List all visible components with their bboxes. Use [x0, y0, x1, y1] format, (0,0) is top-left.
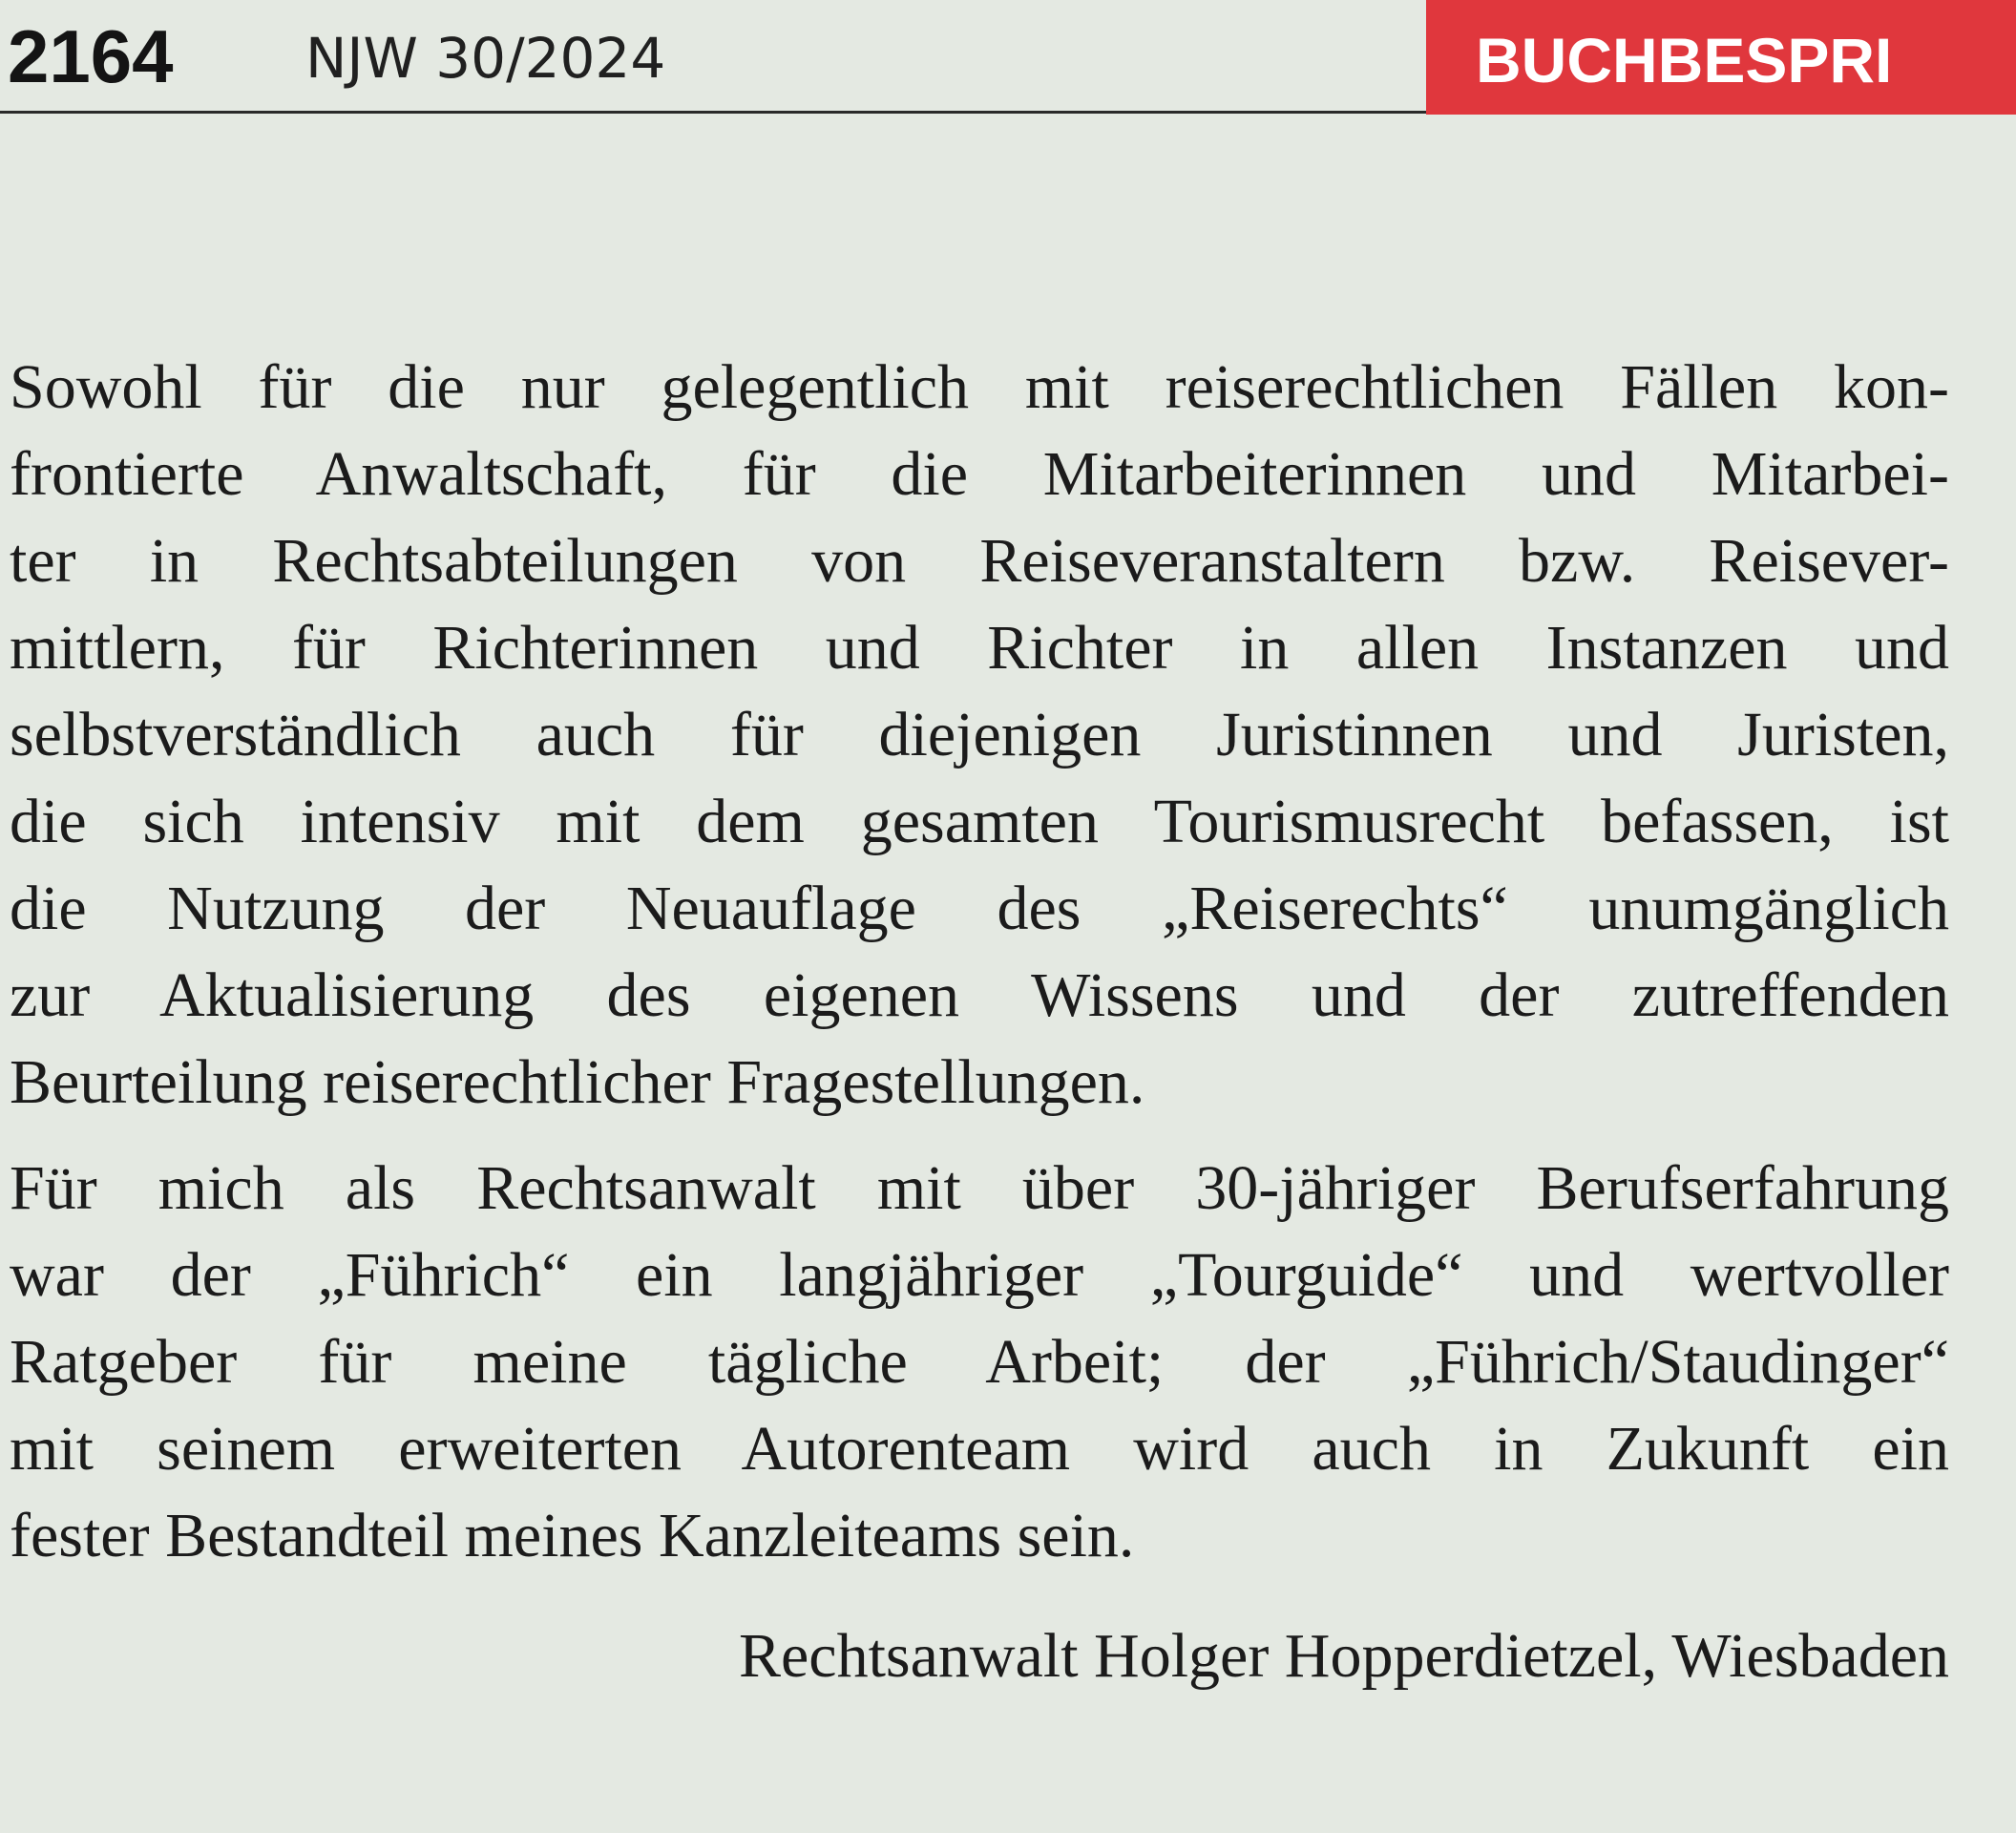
paragraph-gap — [10, 1126, 1949, 1145]
article-body — [10, 344, 1949, 1579]
page-header — [0, 0, 2016, 119]
text-line: mittlern, für Richterinnen und Richter in allen Instanzen und — [10, 613, 1949, 683]
text-line: fester Bestandteil meines Kanzleiteams sein. — [10, 1501, 1135, 1570]
text-line: Für mich als Rechtsanwalt mit über 30-jähriger Berufserfahrung — [10, 1153, 1949, 1223]
text-line: war der „Führich“ ein langjähriger „Tourguide“ und wertvoller — [10, 1240, 1949, 1310]
text-line: mit seinem erweiterten Autorenteam wird auch in Zukunft ein — [10, 1414, 1949, 1484]
text-line: die Nutzung der Neuauflage des „Reiserechts“ unumgänglich — [10, 874, 1949, 943]
text-line: zur Aktualisierung des eigenen Wissens und der zutreffenden — [10, 960, 1949, 1030]
text-line: Ratgeber für meine tägliche Arbeit; der „Führich/Staudinger“ — [10, 1327, 1949, 1397]
header-rule — [0, 111, 1426, 114]
page-number: 2164 — [8, 14, 174, 98]
text-line: Beurteilung reiserechtlicher Fragestellungen. — [10, 1047, 1145, 1117]
text-line: frontierte Anwaltschaft, für die Mitarbeiterinnen und Mitarbei- — [10, 439, 1949, 509]
journal-issue: NJW 30/2024 — [305, 26, 666, 91]
section-banner — [1426, 0, 2016, 115]
author-signature: Rechtsanwalt Holger Hopperdietzel, Wiesbaden — [738, 1621, 1949, 1691]
section-title: BUCHBESPRI — [1476, 25, 1893, 95]
text-line: die sich intensiv mit dem gesamten Tourismusrecht befassen, ist — [10, 787, 1949, 856]
text-line: selbstverständlich auch für diejenigen Juristinnen und Juristen, — [10, 700, 1949, 769]
text-line: ter in Rechtsabteilungen von Reiseveranstaltern bzw. Reisever- — [10, 526, 1949, 596]
text-line: Sowohl für die nur gelegentlich mit reiserechtlichen Fällen kon- — [10, 352, 1949, 422]
